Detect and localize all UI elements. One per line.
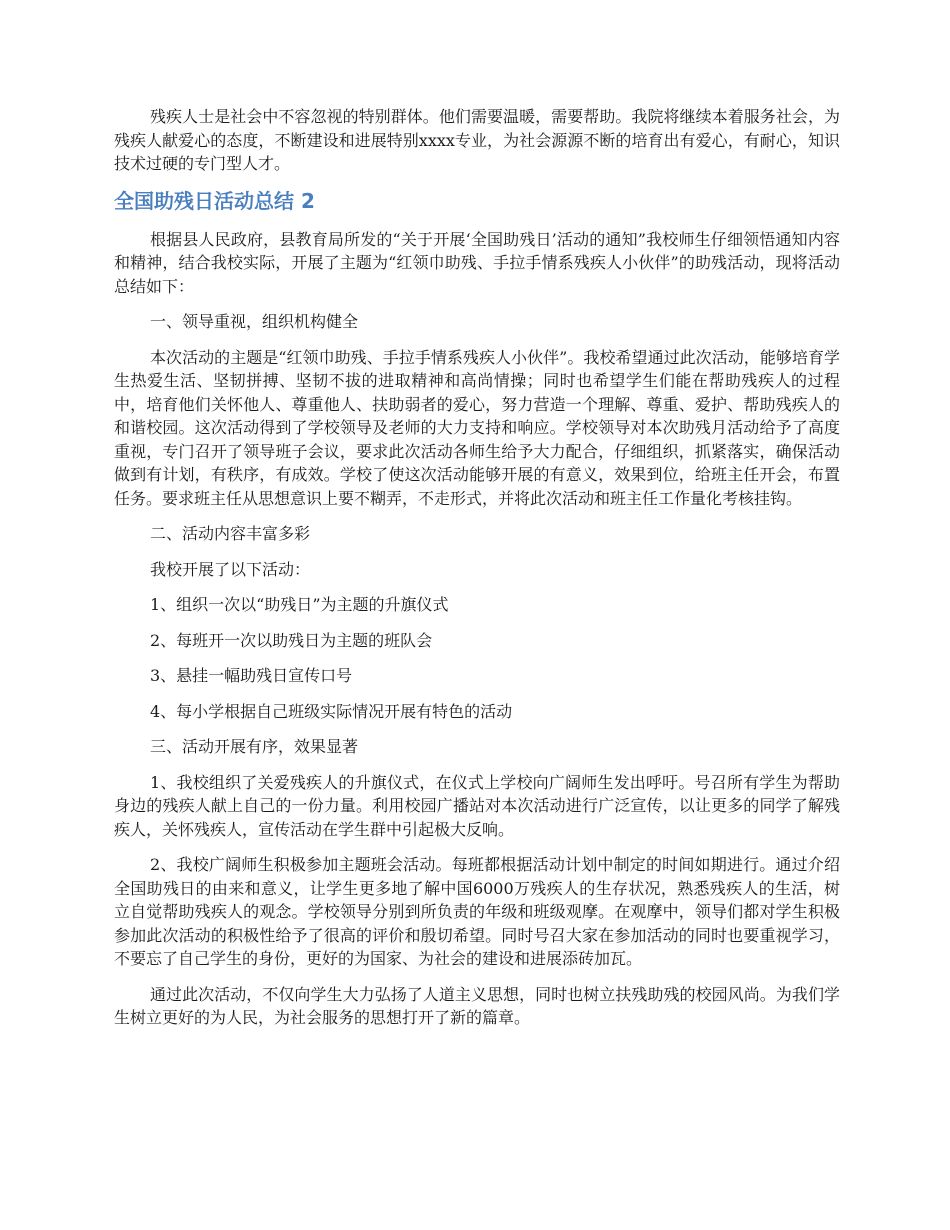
section-title-activities: 二、活动内容丰富多彩 xyxy=(150,524,311,543)
section-title-results: 三、活动开展有序，效果显著 xyxy=(150,737,359,756)
intro-paragraph: 残疾人士是社会中不容忽视的特别群体。他们需要温暖，需要帮助。我院将继续本着服务社会，为残疾人献爱心的态度，不断建设和进展特别xxxx专业，为社会源源不断的培育出有爱心，有耐心，知识技术过硬的专门型人才。 xyxy=(114,107,840,173)
opening-paragraph: 根据县人民政府，县教育局所发的“关于开展‘全国助残日’活动的通知”我校师生仔细领悟通知内容和精神，结合我校实际，开展了主题为“红领巾助残、手拉手情系残疾人小伙伴”的助残活动，现将活动总结如下： xyxy=(114,229,840,296)
activity-item-1: 1、组织一次以“助残日”为主题的升旗仪式 xyxy=(150,595,449,614)
document-page xyxy=(114,105,840,1042)
activity-item-2: 2、每班开一次以助残日为主题的班队会 xyxy=(150,630,433,650)
activity-item-4: 4、每小学根据自己班级实际情况开展有特色的活动 xyxy=(150,701,513,721)
activities-intro: 我校开展了以下活动： xyxy=(150,559,311,579)
leadership-paragraph: 本次活动的主题是“红领巾助残、手拉手情系残疾人小伙伴”。我校希望通过此次活动，能够培育学生热爱生活、坚韧拼搏、坚韧不拔的进取精神和高尚情操；同时也希望学生们能在帮助残疾人的过程中，培育他们关怀他人、尊重他人、扶助弱者的爱心，努力营造一个理解、尊重、爱护、帮助残疾人的和谐校园。这次活动得到了学校领导及老师的大力支持和响应。学校领导对本次助残月活动给予了高度重视，专门召开了领导班子会议，要求此次活动各师生给予大力配合，仔细组织，抓紧落实，确保活动做到有计划，有秩序，有成效。学校了使这次活动能够开展的有意义，效果到位，给班主任开会，布置任务。要求班主任从思想意识上要不糊弄，不走形式，并将此次活动和班主任工作量化考核挂钩。 xyxy=(114,347,840,508)
section-heading: 全国助残日活动总结 2 xyxy=(114,188,315,213)
section-title-leadership: 一、领导重视，组织机构健全 xyxy=(150,312,359,331)
results-paragraph-1: 1、我校组织了关爱残疾人的升旗仪式，在仪式上学校向广阔师生发出呼吁。号召所有学生为帮助身边的残疾人献上自己的一份力量。利用校园广播站对本次活动进行广泛宣传，以让更多的同学了解残疾人，关怀残疾人，宣传活动在学生群中引起极大反响。 xyxy=(114,772,840,839)
results-paragraph-2: 2、我校广阔师生积极参加主题班会活动。每班都根据活动计划中制定的时间如期进行。通过介绍全国助残日的由来和意义，让学生更多地了解中国6000万残疾人的生存状况，熟悉残疾人的生活，树立自觉帮助残疾人的观念。学校领导分别到所负责的年级和班级观摩。在观摩中，领导们都对学生积极参加此次活动的积极性给予了很高的评价和殷切希望。同时号召大家在参加活动的同时也要重视学习，不要忘了自己学生的身份，更好的为国家、为社会的建设和进展添砖加瓦。 xyxy=(114,855,840,968)
closing-paragraph: 通过此次活动，不仅向学生大力弘扬了人道主义思想，同时也树立扶残助残的校园风尚。为我们学生树立更好的为人民，为社会服务的思想打开了新的篇章。 xyxy=(114,984,840,1027)
activity-item-3: 3、悬挂一幅助残日宣传口号 xyxy=(150,666,353,685)
